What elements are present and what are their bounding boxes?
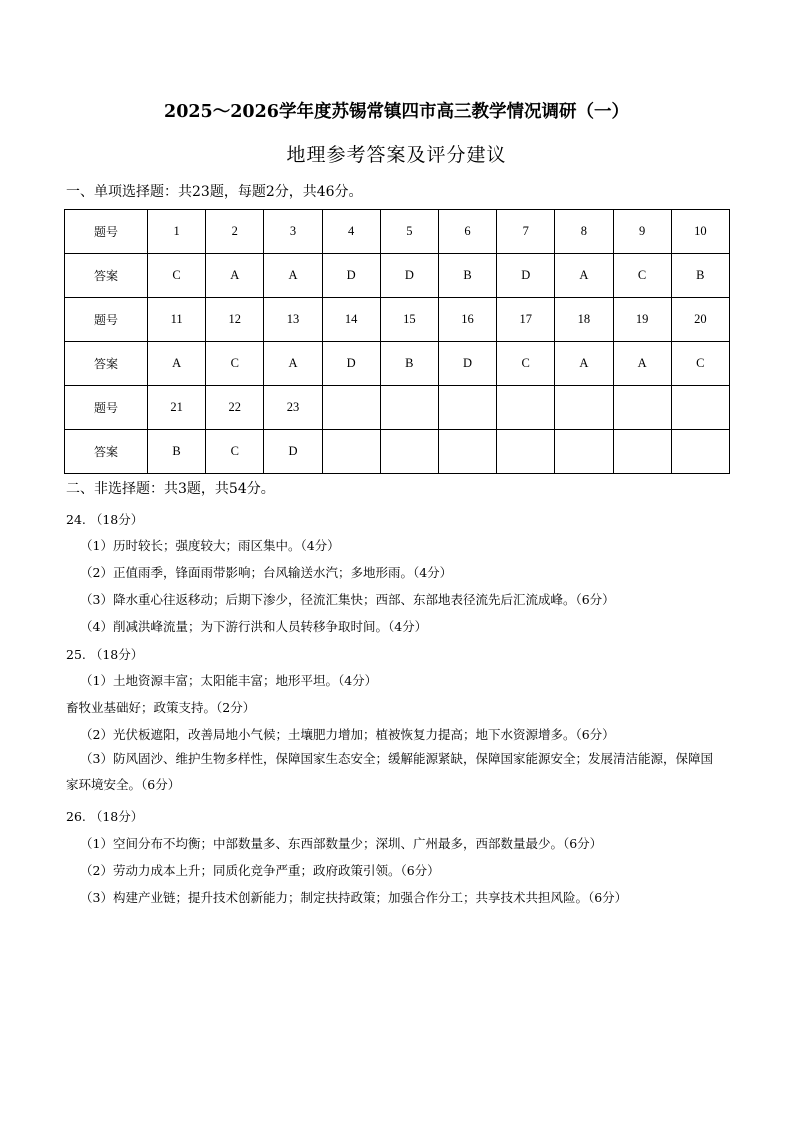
row-label: 答案 bbox=[65, 342, 148, 386]
table-cell: 18 bbox=[555, 298, 613, 342]
table-cell: 7 bbox=[497, 210, 555, 254]
table-cell: C bbox=[206, 430, 264, 474]
table-cell bbox=[555, 430, 613, 474]
q25-answer-1-continued: 畜牧业基础好；政策支持。（2分） bbox=[66, 700, 256, 715]
q25-answer-1: （1）土地资源丰富；太阳能丰富；地形平坦。（4分） bbox=[80, 673, 378, 688]
row-label: 题号 bbox=[65, 386, 148, 430]
table-cell bbox=[322, 430, 380, 474]
table-cell: C bbox=[497, 342, 555, 386]
table-cell bbox=[671, 386, 729, 430]
row-label: 题号 bbox=[65, 298, 148, 342]
table-row bbox=[65, 430, 730, 474]
table-cell: C bbox=[671, 342, 729, 386]
table-cell bbox=[555, 386, 613, 430]
table-cell: A bbox=[555, 342, 613, 386]
table-cell: 22 bbox=[206, 386, 264, 430]
table-cell: B bbox=[438, 254, 496, 298]
table-cell: 21 bbox=[148, 386, 206, 430]
table-cell: D bbox=[322, 342, 380, 386]
table-cell: D bbox=[264, 430, 322, 474]
table-cell: A bbox=[148, 342, 206, 386]
table-cell: A bbox=[264, 342, 322, 386]
table-cell: 4 bbox=[322, 210, 380, 254]
document-subtitle: 地理参考答案及评分建议 bbox=[286, 144, 507, 166]
table-cell: 2 bbox=[206, 210, 264, 254]
q25-answer-2: （2）光伏板遮阳，改善局地小气候；土壤肥力增加；植被恢复力提高；地下水资源增多。（6分） bbox=[80, 727, 615, 742]
table-cell: 6 bbox=[438, 210, 496, 254]
table-cell: C bbox=[613, 254, 671, 298]
table-cell: 17 bbox=[497, 298, 555, 342]
table-cell: B bbox=[148, 430, 206, 474]
section-heading-choice: 一、单项选择题：共23题，每题2分，共46分。 bbox=[66, 184, 363, 200]
table-cell: A bbox=[613, 342, 671, 386]
table-cell: D bbox=[497, 254, 555, 298]
table-row bbox=[65, 210, 730, 254]
table-cell bbox=[438, 386, 496, 430]
row-label: 题号 bbox=[65, 210, 148, 254]
table-cell: 14 bbox=[322, 298, 380, 342]
table-cell: B bbox=[380, 342, 438, 386]
table-cell bbox=[497, 430, 555, 474]
table-cell bbox=[380, 430, 438, 474]
table-cell: 1 bbox=[148, 210, 206, 254]
table-cell: 12 bbox=[206, 298, 264, 342]
table-cell: 8 bbox=[555, 210, 613, 254]
table-cell bbox=[671, 430, 729, 474]
table-cell: 3 bbox=[264, 210, 322, 254]
q24-answer-2: （2）正值雨季，锋面雨带影响；台风输送水汽；多地形雨。（4分） bbox=[80, 565, 453, 580]
q24-answer-4: （4）削减洪峰流量；为下游行洪和人员转移争取时间。（4分） bbox=[80, 619, 428, 634]
q26-answer-2: （2）劳动力成本上升；同质化竞争严重；政府政策引领。（6分） bbox=[80, 863, 440, 878]
row-label: 答案 bbox=[65, 254, 148, 298]
table-cell bbox=[613, 430, 671, 474]
question-26-heading: 26. （18分） bbox=[66, 809, 144, 824]
document-title: 2025～2026学年度苏锡常镇四市高三教学情况调研（一） bbox=[164, 102, 629, 122]
table-cell: 23 bbox=[264, 386, 322, 430]
table-cell: A bbox=[555, 254, 613, 298]
table-cell bbox=[438, 430, 496, 474]
table-cell: 10 bbox=[671, 210, 729, 254]
table-cell: 19 bbox=[613, 298, 671, 342]
table-row bbox=[65, 386, 730, 430]
table-cell: A bbox=[264, 254, 322, 298]
row-label: 答案 bbox=[65, 430, 148, 474]
table-row bbox=[65, 254, 730, 298]
table-cell: C bbox=[148, 254, 206, 298]
question-25-heading: 25. （18分） bbox=[66, 647, 144, 662]
table-cell: 9 bbox=[613, 210, 671, 254]
question-24-heading: 24. （18分） bbox=[66, 512, 144, 527]
table-cell: 15 bbox=[380, 298, 438, 342]
table-cell: 5 bbox=[380, 210, 438, 254]
table-cell bbox=[322, 386, 380, 430]
table-cell: A bbox=[206, 254, 264, 298]
q26-answer-1: （1）空间分布不均衡；中部数量多、东西部数量少；深圳、广州最多，西部数量最少。（6分） bbox=[80, 836, 603, 851]
table-cell: 20 bbox=[671, 298, 729, 342]
table-row bbox=[65, 342, 730, 386]
table-row bbox=[65, 298, 730, 342]
table-cell: B bbox=[671, 254, 729, 298]
table-cell bbox=[380, 386, 438, 430]
table-cell: 11 bbox=[148, 298, 206, 342]
table-cell: C bbox=[206, 342, 264, 386]
table-cell: 13 bbox=[264, 298, 322, 342]
table-cell: D bbox=[438, 342, 496, 386]
q25-answer-3: （3）防风固沙、维护生物多样性，保障国家生态安全；缓解能源紧缺，保障国家能源安全；发展清洁能源，保障国家环境安全。（6分） bbox=[66, 751, 713, 792]
table-cell bbox=[497, 386, 555, 430]
section-heading-nonchoice: 二、非选择题：共3题，共54分。 bbox=[66, 481, 275, 497]
q24-answer-3: （3）降水重心往返移动；后期下渗少，径流汇集快；西部、东部地表径流先后汇流成峰。（6分） bbox=[80, 592, 615, 607]
answer-table bbox=[64, 209, 730, 474]
q26-answer-3: （3）构建产业链；提升技术创新能力；制定扶持政策；加强合作分工；共享技术共担风险。（6分） bbox=[80, 890, 628, 905]
table-cell bbox=[613, 386, 671, 430]
table-cell: 16 bbox=[438, 298, 496, 342]
table-cell: D bbox=[380, 254, 438, 298]
q24-answer-1: （1）历时较长；强度较大；雨区集中。（4分） bbox=[80, 538, 340, 553]
table-cell: D bbox=[322, 254, 380, 298]
